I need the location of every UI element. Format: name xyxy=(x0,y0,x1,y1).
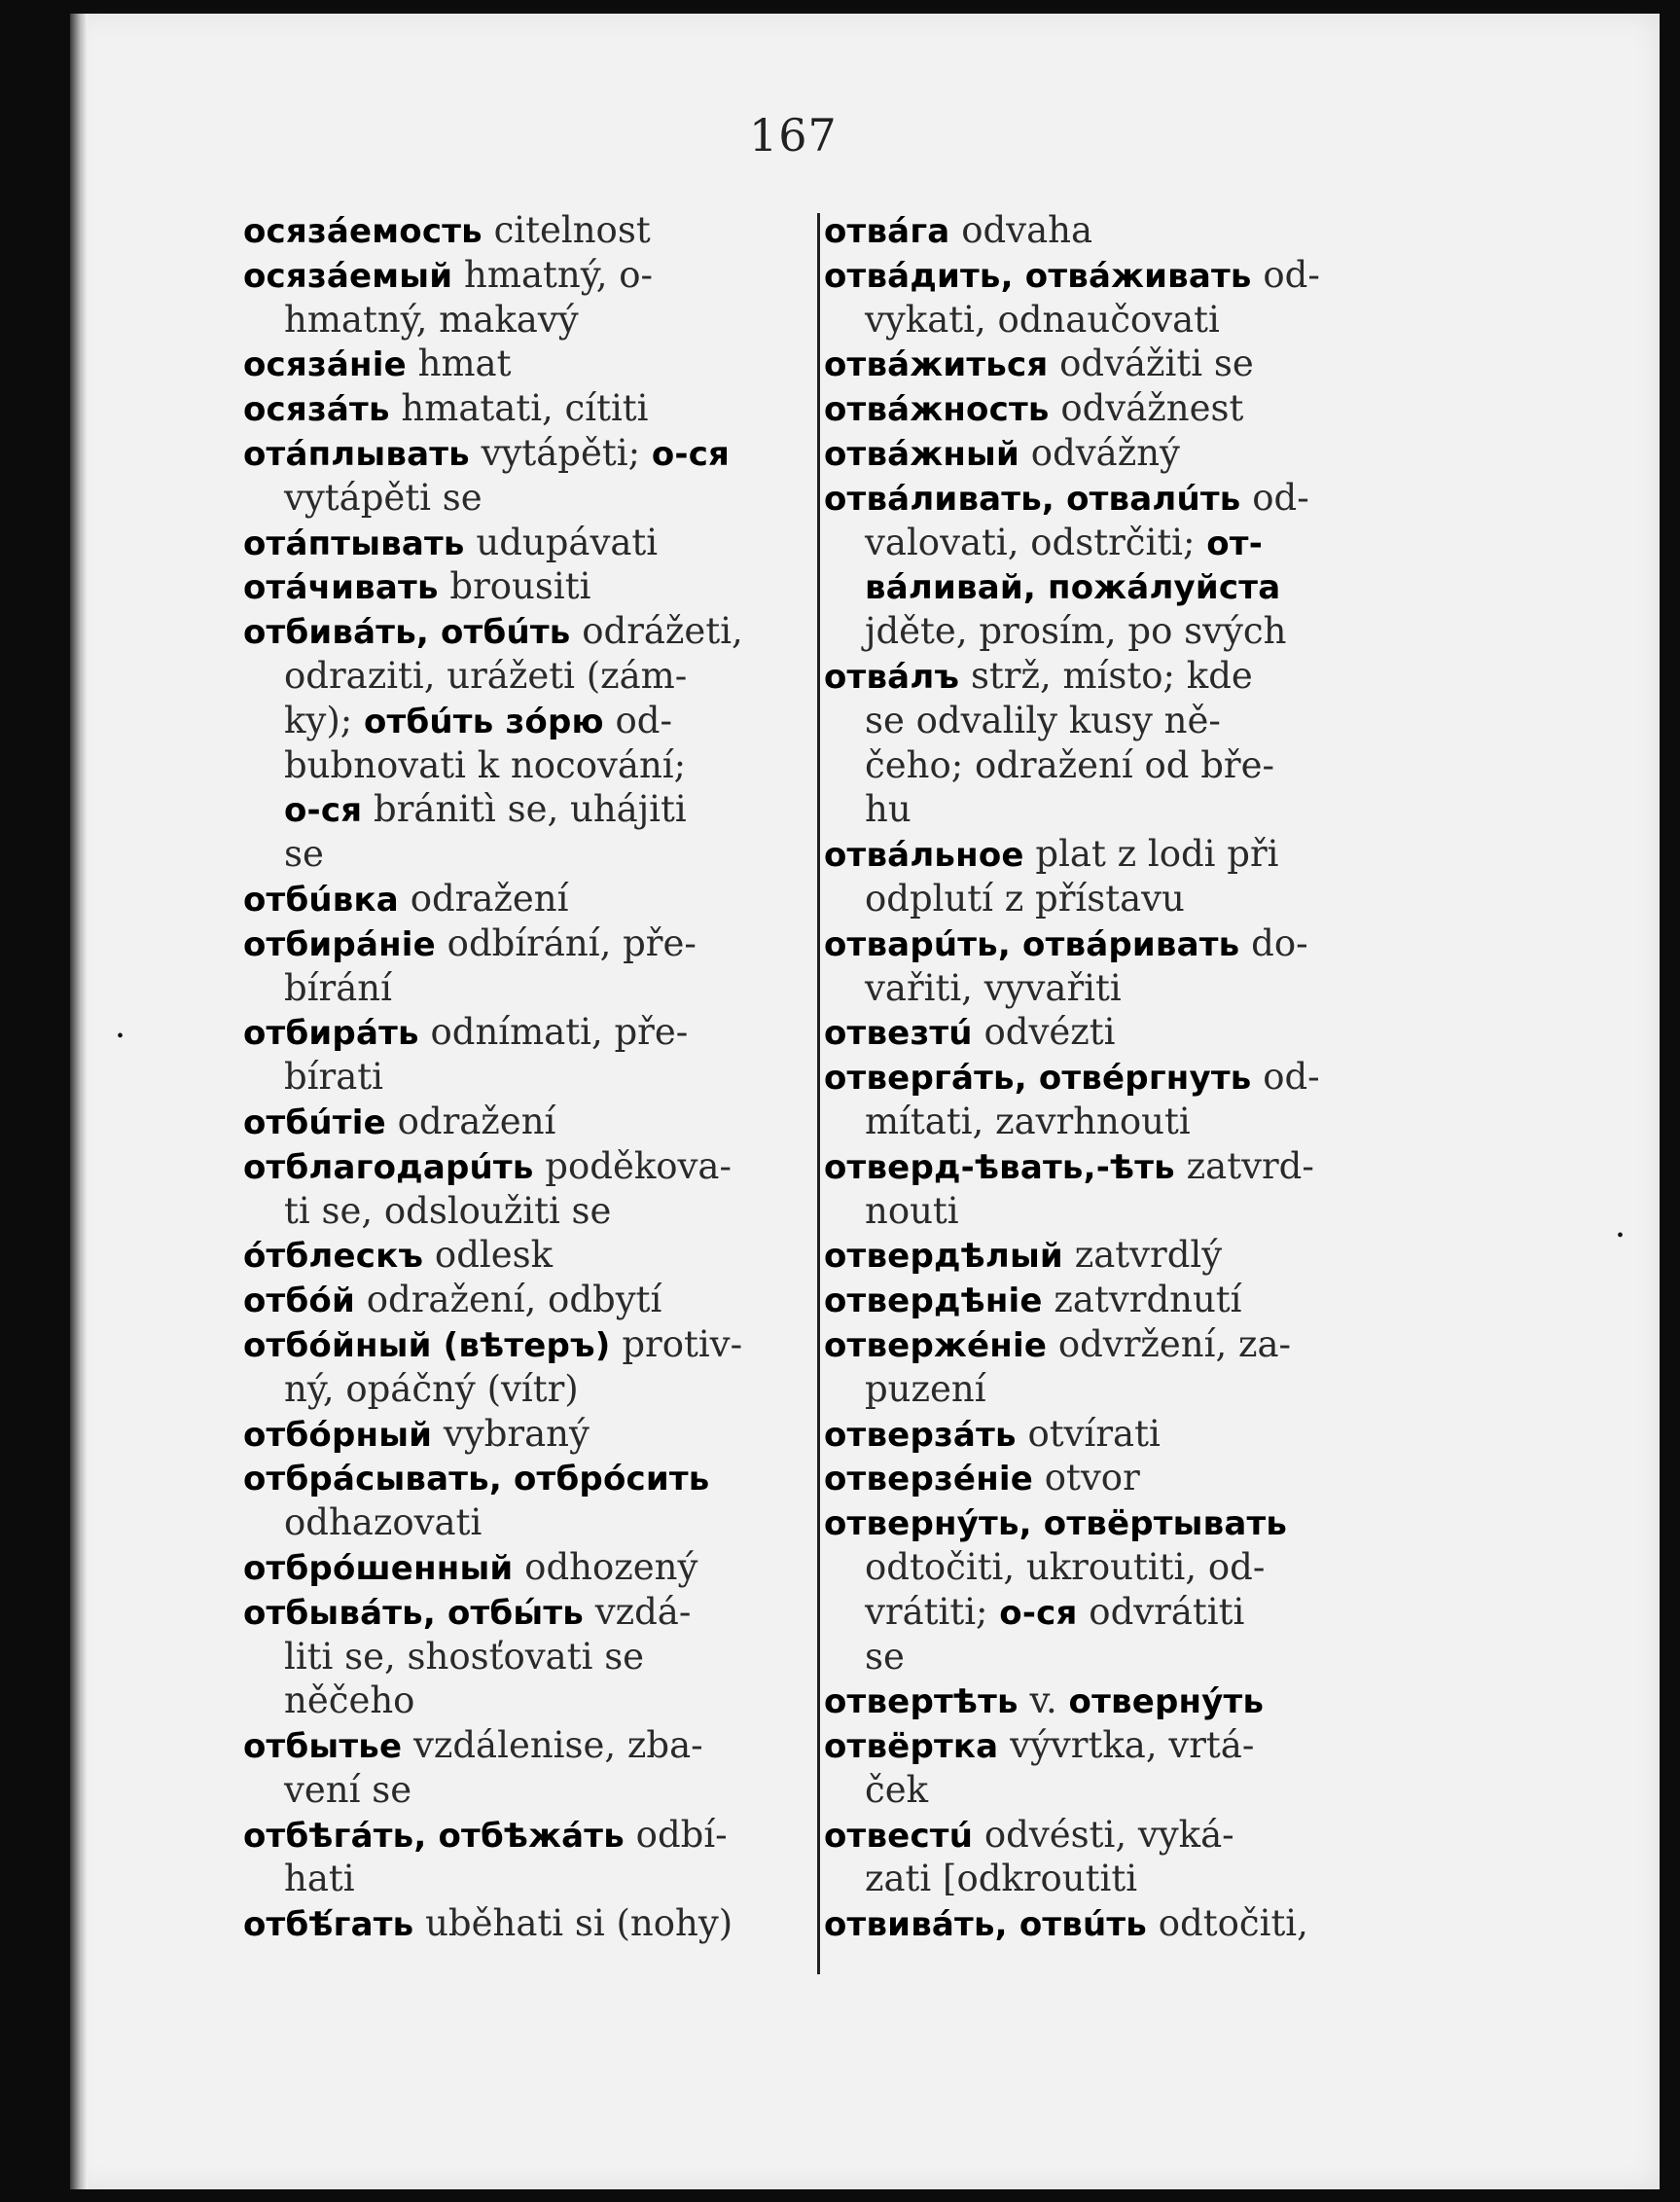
translation: zatvrdlý xyxy=(1062,1234,1223,1277)
headword: отверзéніе xyxy=(824,1460,1033,1499)
translation: strž, místo; kde xyxy=(959,654,1253,697)
translation: zati [odkroutiti xyxy=(865,1858,1138,1900)
dictionary-line xyxy=(824,1679,1378,1723)
translation: protiv- xyxy=(610,1322,743,1365)
dictionary-line xyxy=(824,1278,1378,1322)
translation: brousiti xyxy=(438,565,591,608)
dictionary-line xyxy=(243,921,807,966)
translation: vývrtka, vrtá- xyxy=(998,1724,1255,1767)
dictionary-line xyxy=(243,966,807,1011)
headword: отвáжиться xyxy=(824,345,1049,385)
translation: odvržení, za- xyxy=(1047,1322,1292,1365)
translation: citelnost xyxy=(482,209,651,251)
margin-mark: • xyxy=(1617,1225,1625,1246)
headword: отварúть, отвáривать xyxy=(824,924,1240,964)
dictionary-line xyxy=(243,208,807,253)
dictionary-line xyxy=(243,1055,807,1100)
translation: vení se xyxy=(284,1768,412,1811)
dictionary-line xyxy=(824,609,1378,654)
dictionary-line xyxy=(824,1723,1378,1768)
headword: отвáлъ xyxy=(824,657,960,697)
translation: ček xyxy=(865,1768,929,1811)
headword: отáчивать xyxy=(243,568,439,608)
translation: od- xyxy=(603,699,672,741)
translation: odbí- xyxy=(624,1813,728,1856)
headword: отбóрный xyxy=(243,1415,433,1455)
translation: plat z lodi při xyxy=(1023,833,1279,876)
dictionary-line xyxy=(824,1590,1378,1635)
translation: hati xyxy=(284,1858,355,1900)
headword: отбывáть, отбы́ть xyxy=(243,1593,584,1633)
dictionary-line xyxy=(824,1055,1378,1100)
dictionary-line xyxy=(824,1144,1378,1189)
dictionary-line xyxy=(243,1367,807,1412)
dictionary-line xyxy=(824,1813,1378,1858)
dictionary-line xyxy=(243,832,807,877)
dictionary-line xyxy=(824,1500,1378,1545)
translation: otvor xyxy=(1033,1457,1140,1499)
translation: od- xyxy=(1251,253,1320,296)
dictionary-line xyxy=(243,431,807,476)
dictionary-line xyxy=(824,476,1378,521)
headword: о-ся xyxy=(999,1593,1078,1633)
dictionary-line xyxy=(243,1901,807,1946)
translation: odvézti xyxy=(972,1011,1116,1054)
headword: о-ся xyxy=(651,434,731,474)
translation: bubnovati k nocování; xyxy=(284,743,687,786)
headword: отвезтú xyxy=(824,1014,973,1054)
translation: odtočiti, ukroutiti, od- xyxy=(865,1545,1266,1588)
right-column xyxy=(824,208,1378,1946)
dictionary-line xyxy=(243,253,807,298)
headword: отбѣгáть, отбѣжáть xyxy=(243,1816,625,1856)
dictionary-line xyxy=(243,1278,807,1322)
headword: отбытье xyxy=(243,1727,403,1767)
dictionary-line xyxy=(824,342,1378,386)
dictionary-line xyxy=(824,1545,1378,1590)
translation: něčeho xyxy=(284,1679,415,1722)
headword: отвáжность xyxy=(824,390,1050,430)
dictionary-line xyxy=(243,1010,807,1055)
headword: осязáніе xyxy=(243,345,407,385)
dictionary-line xyxy=(243,476,807,521)
dictionary-line xyxy=(243,342,807,386)
translation: odvážnest xyxy=(1049,387,1244,430)
page-number: 167 xyxy=(749,109,838,162)
translation: od- xyxy=(1240,476,1309,519)
translation: odhazovati xyxy=(284,1501,483,1544)
translation: udupávati xyxy=(464,521,659,563)
translation: odvaha xyxy=(949,209,1093,251)
translation: odvážný xyxy=(1019,431,1180,474)
translation: do- xyxy=(1239,921,1308,964)
dictionary-line xyxy=(824,787,1378,832)
headword: отвáльное xyxy=(824,836,1024,876)
headword: óтблескъ xyxy=(243,1237,424,1277)
translation: odtočiti, xyxy=(1147,1902,1308,1945)
headword: отáплывать xyxy=(243,434,470,474)
headword: отверд-ѣвать,-ѣть xyxy=(824,1147,1175,1187)
translation: odražení xyxy=(398,877,569,920)
translation: ný, opáčný (vítr) xyxy=(284,1367,579,1410)
dictionary-line xyxy=(243,1100,807,1144)
headword: отвёртка xyxy=(824,1727,999,1767)
translation: odražení xyxy=(385,1100,556,1142)
headword: осязáть xyxy=(243,390,390,430)
dictionary-line xyxy=(243,787,807,832)
dictionary-page xyxy=(70,14,1660,2189)
dictionary-line xyxy=(243,1500,807,1545)
headword: отблагодарúть xyxy=(243,1147,534,1187)
dictionary-line xyxy=(243,1233,807,1278)
left-column xyxy=(243,208,807,1946)
headword: отвержéніе xyxy=(824,1325,1048,1365)
headword: отвердѣніе xyxy=(824,1281,1043,1321)
translation: hmat xyxy=(406,343,512,385)
translation: odnímati, pře- xyxy=(418,1011,689,1054)
headword: отбóй xyxy=(243,1281,355,1321)
translation: odplutí z přístavu xyxy=(865,877,1185,920)
translation: odražení, odbytí xyxy=(355,1279,662,1321)
dictionary-line xyxy=(824,431,1378,476)
dictionary-line xyxy=(243,654,807,699)
headword: отвáга xyxy=(824,212,950,251)
headword: отбѣ́гать xyxy=(243,1905,414,1945)
headword: отвердѣлый xyxy=(824,1237,1063,1277)
headword: отвáжный xyxy=(824,434,1020,474)
dictionary-line xyxy=(243,1768,807,1813)
translation: poděkova- xyxy=(533,1144,732,1187)
dictionary-line xyxy=(243,564,807,609)
headword: отбúтіе xyxy=(243,1102,386,1142)
dictionary-line xyxy=(824,877,1378,921)
dictionary-line xyxy=(824,564,1378,609)
dictionary-line xyxy=(824,298,1378,343)
translation: otvírati xyxy=(1016,1412,1161,1455)
dictionary-line xyxy=(243,298,807,343)
headword: отвергáть, отвéргнуть xyxy=(824,1059,1252,1099)
dictionary-line xyxy=(824,699,1378,743)
dictionary-line xyxy=(243,1813,807,1858)
dictionary-line xyxy=(824,654,1378,699)
translation: odraziti, urážeti (zám- xyxy=(284,654,688,697)
translation: odlesk xyxy=(423,1234,554,1277)
column-divider xyxy=(817,213,820,1974)
dictionary-line xyxy=(824,1322,1378,1367)
translation: odvésti, vyká- xyxy=(973,1813,1234,1856)
dictionary-line xyxy=(824,1189,1378,1234)
translation: vrátiti; xyxy=(865,1590,1000,1633)
translation: vzdálenise, zba- xyxy=(402,1724,703,1767)
headword: осязáемый xyxy=(243,256,453,296)
translation: vybraný xyxy=(432,1412,590,1455)
dictionary-line xyxy=(243,743,807,788)
translation: vykati, odnaučovati xyxy=(865,298,1220,341)
dictionary-line xyxy=(824,1367,1378,1412)
dictionary-line xyxy=(243,1144,807,1189)
headword: вáливай, пожáлуйста xyxy=(865,568,1281,608)
dictionary-line xyxy=(243,1545,807,1590)
translation: vytápěti se xyxy=(284,476,483,519)
headword: отвернýть, отвёртывать xyxy=(824,1504,1288,1544)
translation: čeho; odražení od bře- xyxy=(865,743,1274,786)
headword: от- xyxy=(1206,523,1264,563)
translation: se odvalily kusy ně- xyxy=(865,699,1221,741)
headword: отвáливать, отвалúть xyxy=(824,479,1241,519)
dictionary-line xyxy=(824,1635,1378,1679)
headword: отбрóшенный xyxy=(243,1548,514,1588)
dictionary-line xyxy=(824,208,1378,253)
headword: отбúть зóрю xyxy=(364,702,604,741)
dictionary-line xyxy=(243,1679,807,1723)
dictionary-line xyxy=(824,966,1378,1011)
translation: hmatný, makavý xyxy=(284,298,579,341)
dictionary-line xyxy=(824,921,1378,966)
dictionary-line xyxy=(243,1857,807,1901)
headword: о-ся xyxy=(284,791,363,831)
dictionary-line xyxy=(824,1100,1378,1144)
translation: liti se, shosťovati se xyxy=(284,1635,645,1678)
translation: od- xyxy=(1251,1056,1320,1099)
dictionary-line xyxy=(243,1456,807,1500)
translation: v. xyxy=(1018,1679,1069,1722)
translation: vzdá- xyxy=(583,1590,692,1633)
margin-mark: • xyxy=(117,1026,125,1047)
headword: осязáемость xyxy=(243,212,483,251)
translation: odvážiti se xyxy=(1048,343,1254,385)
translation: ti se, odsloužiti se xyxy=(284,1189,612,1232)
translation: se xyxy=(284,833,324,876)
dictionary-line xyxy=(824,1233,1378,1278)
dictionary-line xyxy=(824,743,1378,788)
translation: vařiti, vyvařiti xyxy=(865,966,1122,1009)
headword: отвивáть, отвúть xyxy=(824,1905,1148,1945)
translation: hmatati, cítiti xyxy=(389,387,649,430)
translation: hu xyxy=(865,788,911,831)
translation: bírati xyxy=(284,1056,383,1099)
dictionary-line xyxy=(824,1901,1378,1946)
translation: odrážeti, xyxy=(570,610,743,653)
translation: bránitì se, uhájiti xyxy=(362,788,687,831)
headword: отáптывать xyxy=(243,523,465,563)
dictionary-line xyxy=(824,253,1378,298)
translation: se xyxy=(865,1635,905,1678)
translation: bírání xyxy=(284,966,392,1009)
headword: отвертѣть xyxy=(824,1682,1019,1722)
translation: uběhati si (nohy) xyxy=(413,1902,733,1945)
dictionary-line xyxy=(243,386,807,431)
translation: puzení xyxy=(865,1367,986,1410)
dictionary-line xyxy=(243,1189,807,1234)
translation: vytápěti; xyxy=(469,431,652,474)
dictionary-line xyxy=(243,1412,807,1457)
dictionary-line xyxy=(824,1412,1378,1457)
dictionary-line xyxy=(824,386,1378,431)
dictionary-line xyxy=(824,1456,1378,1500)
dictionary-line xyxy=(243,609,807,654)
dictionary-line xyxy=(243,521,807,565)
dictionary-line xyxy=(243,699,807,743)
translation: odvrátiti xyxy=(1077,1590,1245,1633)
page-binding-edge xyxy=(70,14,88,2189)
headword: отвернýть xyxy=(1068,1682,1265,1722)
dictionary-line xyxy=(243,877,807,921)
headword: отвáдить, отвáживать xyxy=(824,256,1252,296)
dictionary-line xyxy=(824,1010,1378,1055)
dictionary-line xyxy=(824,1768,1378,1813)
translation: valovati, odstrčiti; xyxy=(865,521,1207,563)
headword: отбóйный (вѣтеръ) xyxy=(243,1325,611,1365)
dictionary-line xyxy=(243,1723,807,1768)
translation: odhozený xyxy=(513,1545,698,1588)
translation: hmatný, o- xyxy=(452,253,653,296)
translation: mítati, zavrhnouti xyxy=(865,1100,1191,1142)
dictionary-line xyxy=(824,832,1378,877)
headword: отбивáть, отбúть xyxy=(243,613,571,653)
headword: отбúвка xyxy=(243,880,399,920)
translation: ky); xyxy=(284,699,364,741)
translation: jděte, prosím, po svých xyxy=(865,610,1287,653)
headword: отбирáніе xyxy=(243,924,436,964)
translation: odbírání, pře- xyxy=(435,921,697,964)
translation: nouti xyxy=(865,1189,959,1232)
dictionary-line xyxy=(243,1590,807,1635)
translation: zatvrdnutí xyxy=(1042,1279,1242,1321)
dictionary-line xyxy=(824,521,1378,565)
dictionary-line xyxy=(243,1635,807,1679)
headword: отверзáть xyxy=(824,1415,1017,1455)
headword: отвестú xyxy=(824,1816,974,1856)
headword: отбрáсывать, отбрóсить xyxy=(243,1460,710,1499)
translation: zatvrd- xyxy=(1174,1144,1314,1187)
dictionary-line xyxy=(824,1857,1378,1901)
dictionary-line xyxy=(243,1322,807,1367)
headword: отбирáть xyxy=(243,1014,419,1054)
